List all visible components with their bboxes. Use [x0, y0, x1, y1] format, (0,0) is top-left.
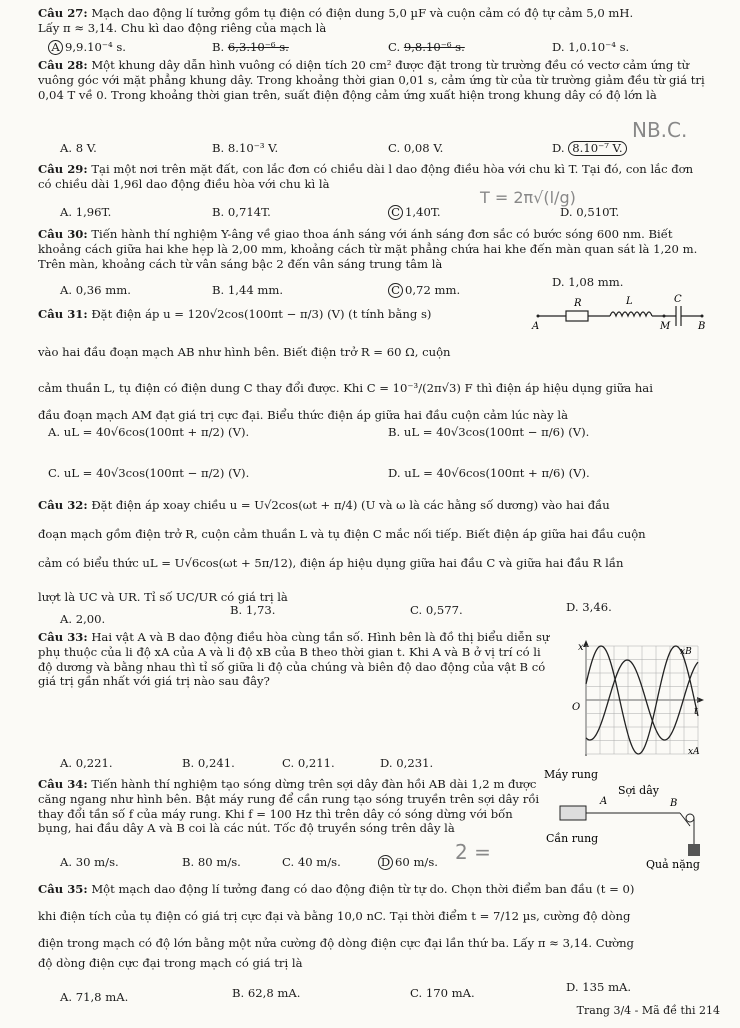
question-34: [38, 777, 546, 836]
option-b[interactable]: B. 0,241.: [182, 756, 235, 770]
question-label: Câu 27:: [38, 6, 88, 20]
question-27: [38, 6, 708, 36]
option-d[interactable]: D. 1,0.10⁻⁴ s.: [552, 40, 630, 54]
question-29: [38, 162, 708, 192]
question-text: Hai vật A và B dao động điều hòa cùng tần số. Hình bên là đồ thị biểu diễn sự phụ thuộc của li độ xA của A và li độ xB của B theo thời gian t. Khi A và B ở vị trí có li độ dương và bằng nhau thì tỉ số giữa li độ của chúng và biên độ dao động của vật B có giá trị gần nhất với giá trị nào sau đây?: [38, 630, 550, 689]
option-c[interactable]: C. 0,211.: [282, 756, 335, 770]
option-a[interactable]: A. 30 m/s.: [60, 855, 119, 869]
option-d[interactable]: D. 135 mA.: [566, 980, 632, 994]
axis-t-label: t: [694, 706, 699, 717]
question-label: Câu 31:: [38, 307, 88, 321]
standing-wave-setup: [540, 766, 710, 874]
label-c: C: [674, 294, 682, 305]
option-b[interactable]: B. 1,44 mm.: [212, 283, 284, 297]
option-b[interactable]: B. 80 m/s.: [182, 855, 241, 869]
question-label: Câu 33:: [38, 630, 88, 644]
label-b: B: [670, 798, 678, 809]
circuit-diagram: [530, 292, 710, 332]
option-a[interactable]: A. 71,8 mA.: [60, 990, 129, 1004]
option-a[interactable]: A. 2,00.: [60, 612, 106, 626]
page-footer: Trang 3/4 - Mã đề thi 214: [576, 1003, 720, 1017]
option-d[interactable]: D 60 m/s.: [378, 855, 438, 870]
label-xb: xB: [680, 647, 692, 657]
label-l: L: [626, 296, 633, 307]
question-text-2: Lấy π ≈ 3,14. Chu kì dao động riêng của mạch là: [38, 20, 327, 35]
question-text: Đặt điện áp xoay chiều u = U√2cos(ωt + π/4) (U và ω là các hằng số dương) vào hai đầu: [91, 498, 610, 512]
question-35: Câu 35: Một mạch dao động lí tưởng đang có dao động điện từ tự do. Chọn thời điểm ban đầu (t = 0) khi điện tích của tụ điện có giá trị cực đại và bằng 10,0 nC. Tại thời điểm t = 7/12 µs, cường độ dòng điện trong mạch có độ lớn bằng một nửa cường độ dòng điện cực đại lần thứ ba. Lấy π ≈ 3,14. Cường độ dòng điện cực đại trong mạch có giá trị là: [38, 882, 635, 971]
question-text: Một mạch dao động lí tưởng đang có dao động điện từ tự do. Chọn thời điểm ban đầu (t = 0): [91, 882, 635, 896]
question-text: Mạch dao động lí tưởng gồm tụ điện có điện dung 5,0 µF và cuộn cảm có độ tự cảm 5,0 mH.: [91, 6, 634, 20]
option-c[interactable]: C. 170 mA.: [410, 986, 475, 1000]
option-c[interactable]: C. 0,577.: [410, 603, 463, 617]
pulley: [686, 814, 694, 822]
origin-label: O: [572, 702, 581, 713]
question-32: Câu 32: Đặt điện áp xoay chiều u = U√2cos(ωt + π/4) (U và ω là các hằng số dương) vào hai đầu đoạn mạch gồm điện trở R, cuộn cảm thuần L và tụ điện C mắc nối tiếp. Biết điện áp giữa hai đầu cuộn cảm có biểu thức uL = U√6cos(ωt + 5π/12), điện áp hiệu dụng giữa hai đầu C và giữa hai đầu R lần lượt là UC và UR. Tỉ số UC/UR có giá trị là: [38, 498, 646, 605]
label-may-rung: Máy rung: [544, 768, 599, 781]
question-30: [38, 227, 708, 271]
option-d[interactable]: D. 3,46.: [566, 600, 612, 614]
handwritten-formula: T = 2π√(l/g): [480, 188, 576, 207]
option-c[interactable]: C. 0,08 V.: [388, 141, 444, 155]
question-label: Câu 28:: [38, 58, 88, 72]
option-b[interactable]: B. uL = 40√3cos(100πt − π/6) (V).: [388, 425, 590, 439]
question-28: [38, 58, 708, 102]
option-c[interactable]: C 0,72 mm.: [388, 283, 460, 298]
question-text: Tiến hành thí nghiệm tạo sóng dừng trên sợi dây đàn hồi AB dài 1,2 m được căng ngang như hình bên. Bật máy rung để cần rung tạo sóng truyền trên sợi dây rồi thay đổi tần số f của máy rung. Khi f = 100 Hz thì trên dây có sóng dừng với bốn bụng, hai đầu dây A và B coi là các nút. Tốc độ truyền sóng trên dây là: [38, 777, 540, 836]
handwritten-note: 2 =: [455, 840, 491, 864]
option-c[interactable]: C 1,40T.: [388, 205, 441, 220]
label-m: M: [660, 321, 671, 332]
question-label: Câu 35:: [38, 882, 88, 896]
label-soi-day: Sợi dây: [618, 784, 659, 797]
option-b[interactable]: B. 0,714T.: [212, 205, 271, 219]
vibrator-box: [560, 806, 586, 820]
label-a: A: [600, 796, 608, 807]
label-b: B: [698, 321, 706, 332]
option-a[interactable]: A. 1,96T.: [60, 205, 112, 219]
question-label: Câu 32:: [38, 498, 88, 512]
option-d[interactable]: D. 0,510T.: [560, 205, 620, 219]
axis-x-label: x: [578, 642, 584, 653]
question-text: Một khung dây dẫn hình vuông có diện tích 20 cm² được đặt trong từ trường đều có vectơ cảm ứng từ vuông góc với mặt phẳng khung dây. Trong khoảng thời gian 0,01 s, cảm ứng từ của từ trường giảm đều từ giá trị 0,04 T về 0. Trong khoảng thời gian trên, suất điện động cảm ứng xuất hiện trong khung dây có độ lớn là: [38, 58, 705, 102]
option-a[interactable]: A. uL = 40√6cos(100πt + π/2) (V).: [48, 425, 250, 439]
option-d[interactable]: D. uL = 40√6cos(100πt + π/6) (V).: [388, 466, 590, 480]
label-qua-nang: Quả nặng: [646, 858, 700, 871]
question-label: Câu 34:: [38, 777, 88, 791]
option-c[interactable]: C. uL = 40√3cos(100πt − π/2) (V).: [48, 466, 250, 480]
question-31-body-2: cảm thuần L, tụ điện có điện dung C thay đổi được. Khi C = 10⁻³/(2π√3) F thì điện áp hiệu dụng giữa hai đầu đoạn mạch AM đạt giá trị cực đại. Biểu thức điện áp giữa hai đầu cuộn cảm lúc này là: [38, 381, 653, 422]
question-31: [38, 307, 528, 322]
weight: [688, 844, 700, 856]
resistor: [566, 311, 588, 321]
option-a[interactable]: A. 8 V.: [60, 141, 97, 155]
option-c[interactable]: C. 9,8.10⁻⁶ s.: [388, 40, 465, 54]
option-a[interactable]: A. 0,221.: [60, 756, 113, 770]
handwritten-note: NB.C.: [632, 118, 688, 142]
label-xa: xA: [688, 747, 700, 757]
question-text: Tiến hành thí nghiệm Y-âng về giao thoa ánh sáng với ánh sáng đơn sắc có bước sóng 600 nm. Biết khoảng cách giữa hai khe hẹp là 2,00 mm, khoảng cách từ mặt phẳng chứa hai khe đến màn quan sát là 1,20 m. Trên màn, khoảng cách từ vân sáng bậc 2 đến vân sáng trung tâm là: [38, 227, 698, 271]
question-text: Tại một nơi trên mặt đất, con lắc đơn có chiều dài l dao động điều hòa với chu kì T. Tại đó, con lắc đơn có chiều dài 1,96l dao động điều hòa với chu kì là: [38, 162, 694, 191]
question-label: Câu 30:: [38, 227, 88, 241]
oscillation-graph: [556, 638, 706, 760]
label-r: R: [574, 298, 582, 309]
option-b[interactable]: B. 6,3.10⁻⁶ s.: [212, 40, 289, 54]
inductor: [610, 312, 652, 316]
question-text: Đặt điện áp u = 120√2cos(100πt − π/3) (V) (t tính bằng s): [91, 307, 432, 321]
label-can-rung: Cần rung: [546, 832, 599, 845]
option-c[interactable]: C. 40 m/s.: [282, 855, 341, 869]
option-b[interactable]: B. 8.10⁻³ V.: [212, 141, 279, 155]
option-d[interactable]: D. 8.10⁻⁷ V.: [552, 141, 629, 156]
option-b[interactable]: B. 62,8 mA.: [232, 986, 301, 1000]
label-a: A: [532, 321, 540, 332]
question-label: Câu 29:: [38, 162, 88, 176]
question-33: [38, 630, 550, 689]
option-b[interactable]: B. 1,73.: [230, 603, 276, 617]
option-a[interactable]: A 9,9.10⁻⁴ s.: [48, 40, 126, 55]
option-d[interactable]: D. 0,231.: [380, 756, 434, 770]
question-31-body: vào hai đầu đoạn mạch AB như hình bên. Biết điện trở R = 60 Ω, cuộn: [38, 345, 451, 359]
option-a[interactable]: A. 0,36 mm.: [60, 283, 131, 297]
option-d[interactable]: D. 1,08 mm.: [552, 275, 624, 289]
